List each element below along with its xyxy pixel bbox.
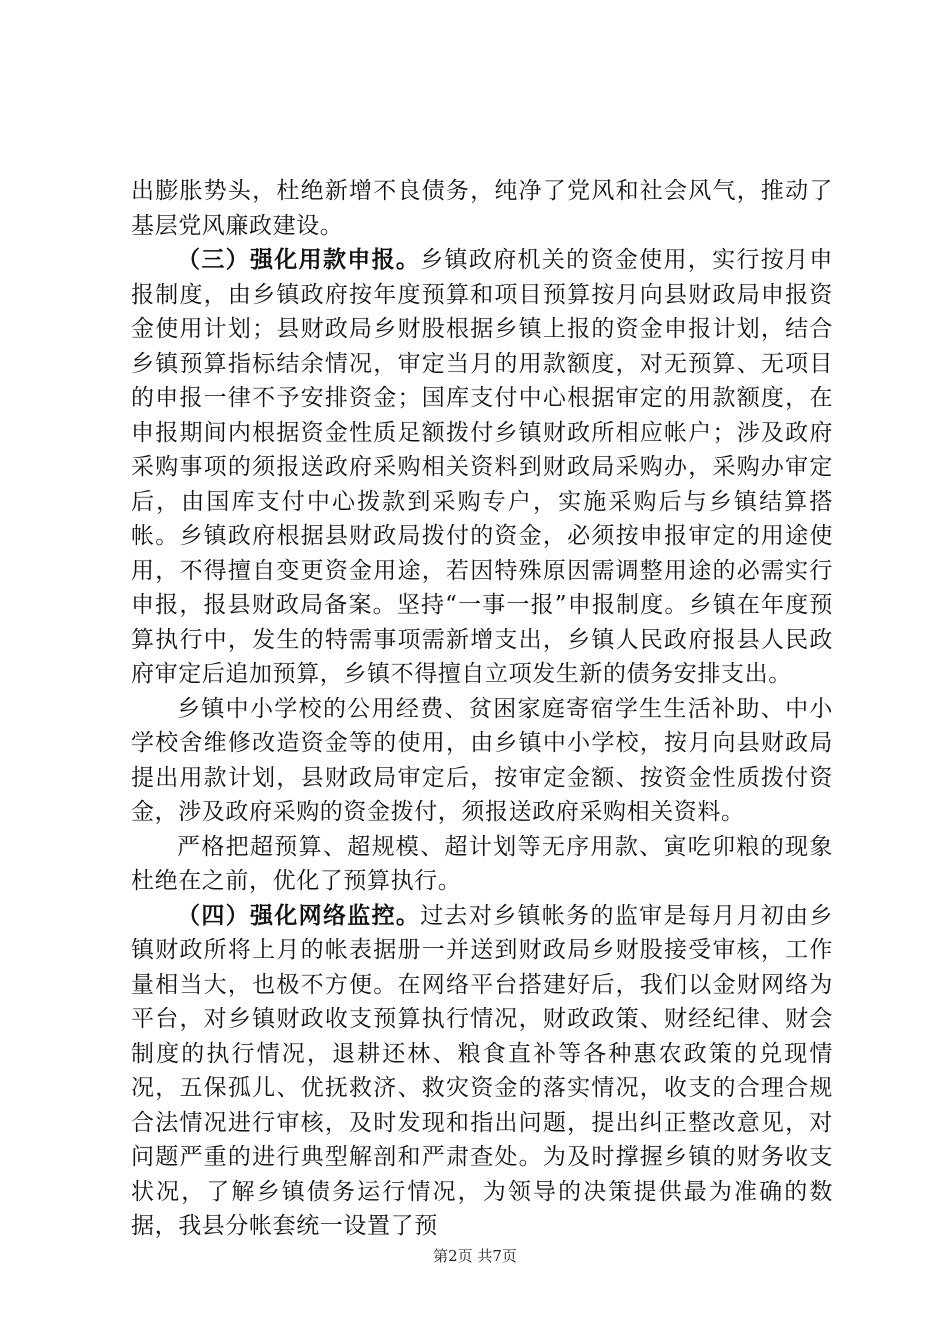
paragraph-continuation bbox=[131, 174, 833, 243]
paragraph-text: 出膨胀势头，杜绝新增不良债务，纯净了党风和社会风气，推动了基层党风廉政建设。 bbox=[131, 178, 833, 239]
paragraph-section-4 bbox=[131, 899, 833, 1244]
paragraph-text: 过去对乡镇帐务的监审是每月月初由乡镇财政所将上月的帐表据册一并送到财政局乡财股接受审核，工作量相当大，也极不方便。在网络平台搭建好后，我们以金财网络为平台，对乡镇财政收支预算执行情况，财政政策、财经纪律、财会制度的执行情况，退耕还林、粮食直补等各种惠农政策的兑现情况，五保孤儿、优抚救济、救灾资金的落实情况，收支的合理合规合法情况进行审核，及时发现和指出问题，提出纠正整改意见，对问题严重的进行典型解剖和严肃查处。为及时撑握乡镇的财务收支状况，了解乡镇债务运行情况，为领导的决策提供最为准确的数据，我县分帐套统一设置了预 bbox=[131, 902, 834, 1239]
section-heading-4: （四）强化网络监控。 bbox=[177, 902, 421, 929]
document-body bbox=[131, 174, 833, 1244]
section-heading-3: （三）强化用款申报。 bbox=[177, 247, 421, 273]
paragraph-text: 乡镇中小学校的公用经费、贫困家庭寄宿学生生活补助、中小学校舍维修改造资金等的使用，由乡镇中小学校，按月向县财政局提出用款计划，县财政局审定后，按审定金额、按资金性质拨付资金，涉及政府采购的资金拨付，须报送政府采购相关资料。 bbox=[131, 695, 833, 825]
page-footer: 第2页 共7页 bbox=[433, 1247, 517, 1265]
paragraph-section-3 bbox=[131, 243, 833, 692]
paragraph-text: 乡镇政府机关的资金使用，实行按月申报制度，由乡镇政府按年度预算和项目预算按月向县财政局申报资金使用计划；县财政局乡财股根据乡镇上报的资金申报计划，结合乡镇预算指标结余情况，审定当月的用款额度，对无预算、无项目的申报一律不予安排资金；国库支付中心根据审定的用款额度，在申报期间内根据资金性质足额拨付乡镇财政所相应帐户；涉及政府采购事项的须报送政府采购相关资料到财政局采购办，采购办审定后，由国库支付中心拨款到采购专户，实施采购后与乡镇结算搭帐。乡镇政府根据县财政局拨付的资金，必须按申报审定的用途使用，不得擅自变更资金用途，若因特殊原因需调整用途的必需实行申报，报县财政局备案。坚持“一事一报”申报制度。乡镇在年度预算执行中，发生的特需事项需新增支出，乡镇人民政府报县人民政府审定后追加预算，乡镇不得擅自立项发生新的债务安排支出。 bbox=[131, 247, 834, 687]
paragraph-schools bbox=[131, 692, 833, 830]
paragraph-text: 严格把超预算、超规模、超计划等无序用款、寅吃卯粮的现象杜绝在之前，优化了预算执行。 bbox=[131, 833, 833, 894]
paragraph-strict bbox=[131, 830, 833, 899]
